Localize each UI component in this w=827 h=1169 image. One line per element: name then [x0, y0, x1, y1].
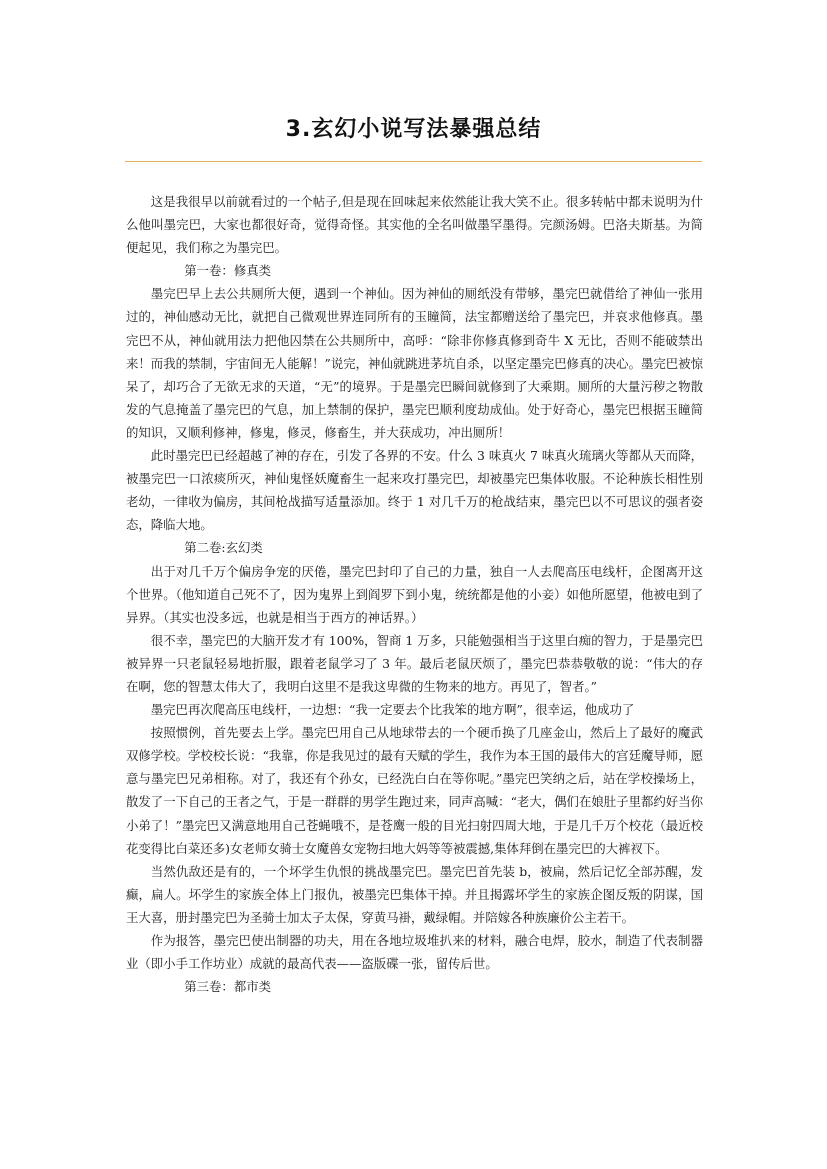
document-title: 3.玄幻小说写法暴强总结 — [285, 117, 542, 142]
paragraph: 按照惯例，首先要去上学。墨完巴用自己从地球带去的一个硬币换了几座金山，然后上了最好的魔武双修学校。学校校长说：“我靠，你是我见过的最有天赋的学生，我作为本王国的最伟大的宫廷魔导师，愿意与墨完巴兄弟相称。对了，我还有个孙女，已经洗白白在等你呢。”墨完巴笑纳之后，站在学校操场上，散发了一下自己的王者之气，于是一群群的男学生跑过来，同声高喊：“老大，偶们在娘肚子里都约好当你小弟了！”墨完巴又满意地用自己苍蝇哦不，是苍鹰一般的目光扫射四周大地，于是几千万个校花（最近校花变得比白菜还多)女老师女骑士女魔兽女宠物扫地大妈等等被震撼,集体拜倒在墨完巴的大裤衩下。 — [126, 725, 703, 856]
paragraph: 此时墨完巴已经超越了神的存在，引发了各界的不安。什么 3 味真火 7 味真火琉璃火等都从天而降，被墨完巴一口浓痰所灭，神仙鬼怪妖魔畜生一起来攻打墨完巴，却被墨完巴集体收服。不论种族长相性别老幼，一律收为偏房，其间枪战描写适量添加。终于 1 对几千万的枪战结束，墨完巴以不可思议的强者姿态，降临大地。 — [126, 448, 703, 533]
paragraph: 墨完巴早上去公共厕所大便，遇到一个神仙。因为神仙的厕纸没有带够，墨完巴就借给了神仙一张用过的，神仙感动无比，就把自己微观世界连同所有的玉瞳简，法宝都赠送给了墨完巴，并哀求他修真。墨完巴不从，神仙就用法力把他囚禁在公共厕所中，高呼：“除非你修真修到奇牛 X 无比，否则不能破禁出来！而我的禁制，宇宙间无人能解！”说完，神仙就跳进茅坑自杀，以坚定墨完巴修真的决心。墨完巴被惊呆了，却巧合了无欲无求的天道，“无”的境界。于是墨完巴瞬间就修到了大乘期。厕所的大量污秽之物散发的气息掩盖了墨完巴的气息，加上禁制的保护，墨完巴顺利度劫成仙。处于好奇心，墨完巴根据玉瞳简的知识，又顺利修神，修鬼，修灵，修畜生，并大获成功，冲出厕所！ — [126, 286, 703, 440]
section-heading-volume-2: 第二卷:玄幻类 — [184, 540, 263, 556]
paragraph: 作为报答，墨完巴使出制器的功夫，用在各地垃圾堆扒来的材料，融合电焊，胶水，制造了代表制器业（即小手工作坊业）成就的最高代表——盗版碟一张，留传后世。 — [126, 933, 703, 972]
document-body — [126, 190, 703, 998]
paragraph: 很不幸，墨完巴的大脑开发才有 100%，智商 1 万多，只能勉强相当于这里白痴的智力，于是墨完巴被异界一只老鼠轻易地折服，跟着老鼠学习了 3 年。最后老鼠厌烦了，墨完巴恭恭敬敬的说：“伟大的存在啊，您的智慧太伟大了，我明白这里不是我这卑微的生物来的地方。再见了，智者。” — [126, 632, 703, 694]
paragraph: 当然仇敌还是有的，一个坏学生仇恨的挑战墨完巴。墨完巴首先装 b，被扁，然后记忆全部苏醒，发癫，扁人。坏学生的家族全体上门报仇，被墨完巴集体干掉。并且揭露坏学生的家族企图反叛的阴谋，国王大喜，册封墨完巴为圣骑士加太子太保，穿黄马褂，戴绿帽。并陪嫁各种族廉价公主若干。 — [126, 863, 703, 925]
paragraph: 出于对几千万个偏房争宠的厌倦，墨完巴封印了自己的力量，独自一人去爬高压电线杆，企图离开这个世界。（他知道自己死不了，因为鬼界上到阎罗下到小鬼，统统都是他的小妾）如他所愿望，他被电到了异界。（其实也没多远，也就是相当于西方的神话界。） — [126, 563, 703, 625]
paragraph: 墨完巴再次爬高压电线杆，一边想：“我一定要去个比我笨的地方啊”，很幸运，他成功了 — [150, 702, 635, 718]
section-heading-volume-1: 第一卷：修真类 — [184, 263, 271, 279]
title-divider — [125, 161, 702, 162]
paragraph-intro: 这是我很早以前就看过的一个帖子,但是现在回味起来依然能让我大笑不止。很多转帖中都未说明为什么他叫墨完巴，大家也都很好奇，觉得奇怪。其实他的全名叫做墨罕墨得。完颜汤姆。巴洛夫斯基。为简便起见，我们称之为墨完巴。 — [126, 194, 703, 256]
section-heading-volume-3: 第三卷：都市类 — [184, 979, 271, 995]
